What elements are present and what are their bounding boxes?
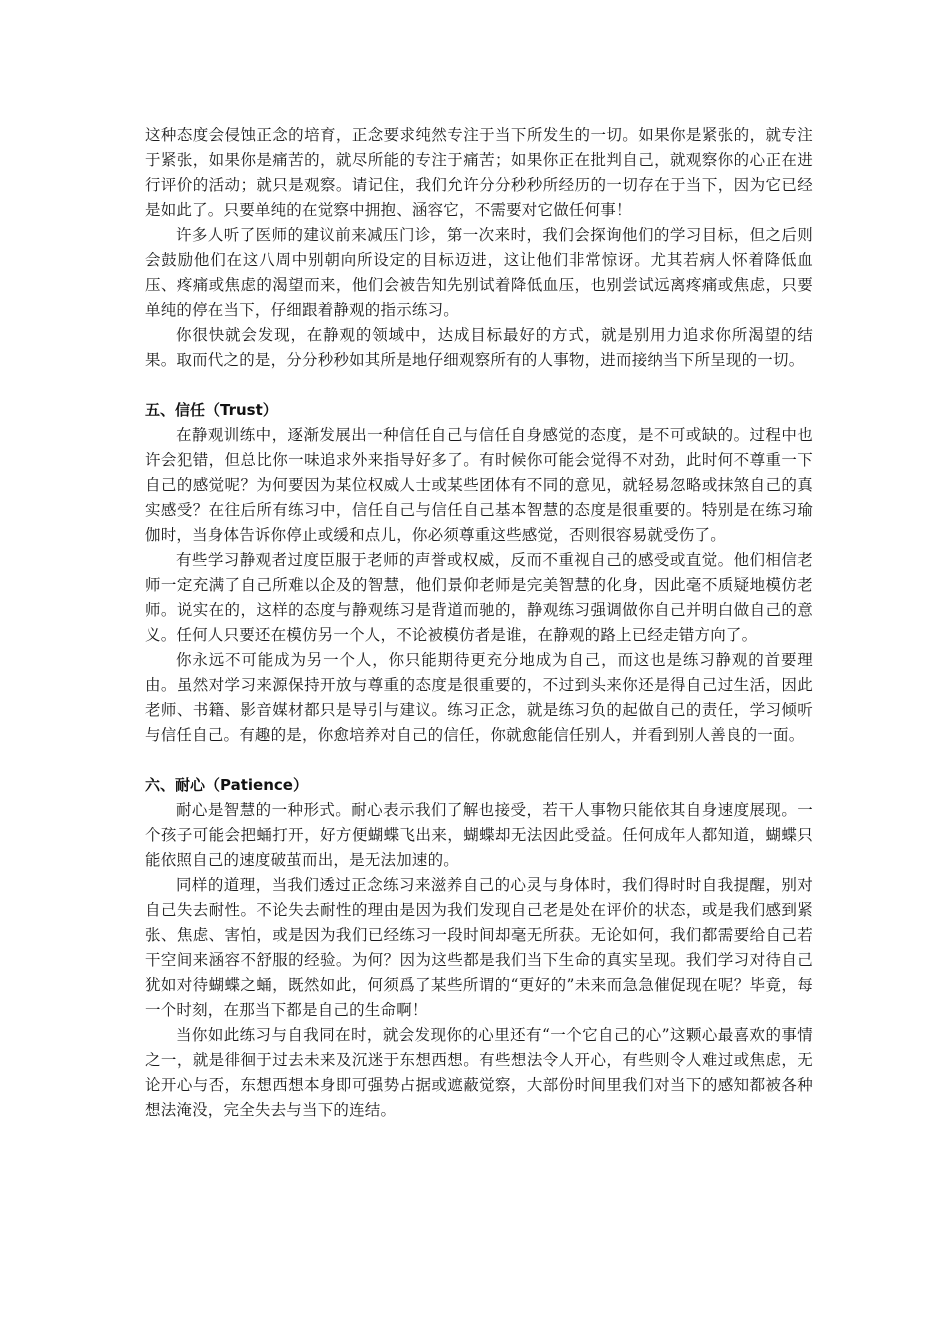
- section-heading-trust: 五、信任（Trust）: [145, 401, 278, 419]
- section-heading-patience: 六、耐心（Patience）: [145, 776, 308, 794]
- paragraph: 你永远不可能成为另一个人，你只能期待更充分地成为自己，而这也是练习静观的首要理由。虽然对学习来源保持开放与尊重的态度是很重要的，不过到头来你还是得自己过生活，因此老师、书籍、影音媒材都只是导引与建议。练习正念，就是练习负的起做自己的责任，学习倾听与信任自己。有趣的是，你愈培养对自己的信任，你就愈能信任别人，并看到别人善良的一面。: [145, 651, 813, 744]
- document-body: [145, 123, 813, 1123]
- section-gap: [145, 748, 813, 773]
- section-gap: [145, 373, 813, 398]
- paragraph: 耐心是智慧的一种形式。耐心表示我们了解也接受，若干人事物只能依其自身速度展现。一个孩子可能会把蛹打开，好方便蝴蝶飞出来，蝴蝶却无法因此受益。任何成年人都知道，蝴蝶只能依照自己的速度破茧而出，是无法加速的。: [145, 801, 813, 869]
- paragraph: 你很快就会发现，在静观的领域中，达成目标最好的方式，就是别用力追求你所渴望的结果。取而代之的是，分分秒秒如其所是地仔细观察所有的人事物，进而接纳当下所呈现的一切。: [145, 326, 813, 369]
- paragraph: 同样的道理，当我们透过正念练习来滋养自己的心灵与身体时，我们得时时自我提醒，别对自己失去耐性。不论失去耐性的理由是因为我们发现自己老是处在评价的状态，或是我们感到紧张、焦虑、害怕，或是因为我们已经练习一段时间却毫无所获。无论如何，我们都需要给自己若干空间来涵容不舒服的经验。为何？因为这些都是我们当下生命的真实呈现。我们学习对待自己犹如对待蝴蝶之蛹，既然如此，何须爲了某些所谓的“更好的”未来而急急催促现在呢？毕竟，每一个时刻，在那当下都是自己的生命啊！: [145, 876, 813, 1019]
- paragraph: 当你如此练习与自我同在时，就会发现你的心里还有“一个它自己的心”这颗心最喜欢的事情之一，就是徘徊于过去未来及沉迷于东想西想。有些想法令人开心，有些则令人难过或焦虑，无论开心与否，东想西想本身即可强势占据或遮蔽觉察，大部份时间里我们对当下的感知都被各种想法淹没，完全失去与当下的连结。: [145, 1026, 813, 1119]
- paragraph: 这种态度会侵蚀正念的培育，正念要求纯然专注于当下所发生的一切。如果你是紧张的，就专注于紧张，如果你是痛苦的，就尽所能的专注于痛苦；如果你正在批判自己，就观察你的心正在进行评价的活动；就只是观察。请记住，我们允许分分秒秒所经历的一切存在于当下，因为它已经是如此了。只要单纯的在觉察中拥抱、涵容它，不需要对它做任何事！: [145, 126, 813, 219]
- paragraph: 有些学习静观者过度臣服于老师的声誉或权威，反而不重视自己的感受或直觉。他们相信老师一定充满了自己所难以企及的智慧，他们景仰老师是完美智慧的化身，因此毫不质疑地模仿老师。说实在的，这样的态度与静观练习是背道而驰的，静观练习强调做你自己并明白做自己的意义。任何人只要还在模仿另一个人，不论被模仿者是谁，在静观的路上已经走错方向了。: [145, 551, 813, 644]
- paragraph: 许多人听了医师的建议前来减压门诊，第一次来时，我们会探询他们的学习目标，但之后则会鼓励他们在这八周中别朝向所设定的目标迈进，这让他们非常惊讶。尤其若病人怀着降低血压、疼痛或焦虑的渴望而来，他们会被告知先别试着降低血压，也别尝试远离疼痛或焦虑，只要单纯的停在当下，仔细跟着静观的指示练习。: [145, 226, 813, 319]
- paragraph: 在静观训练中，逐渐发展出一种信任自己与信任自身感觉的态度，是不可或缺的。过程中也许会犯错，但总比你一味追求外来指导好多了。有时候你可能会觉得不对劲，此时何不尊重一下自己的感觉呢？为何要因为某位权威人士或某些团体有不同的意见，就轻易忽略或抹煞自己的真实感受？在往后所有练习中，信任自己与信任自己基本智慧的态度是很重要的。特别是在练习瑜伽时，当身体告诉你停止或缓和点儿，你必须尊重这些感觉，否则很容易就受伤了。: [145, 426, 813, 544]
